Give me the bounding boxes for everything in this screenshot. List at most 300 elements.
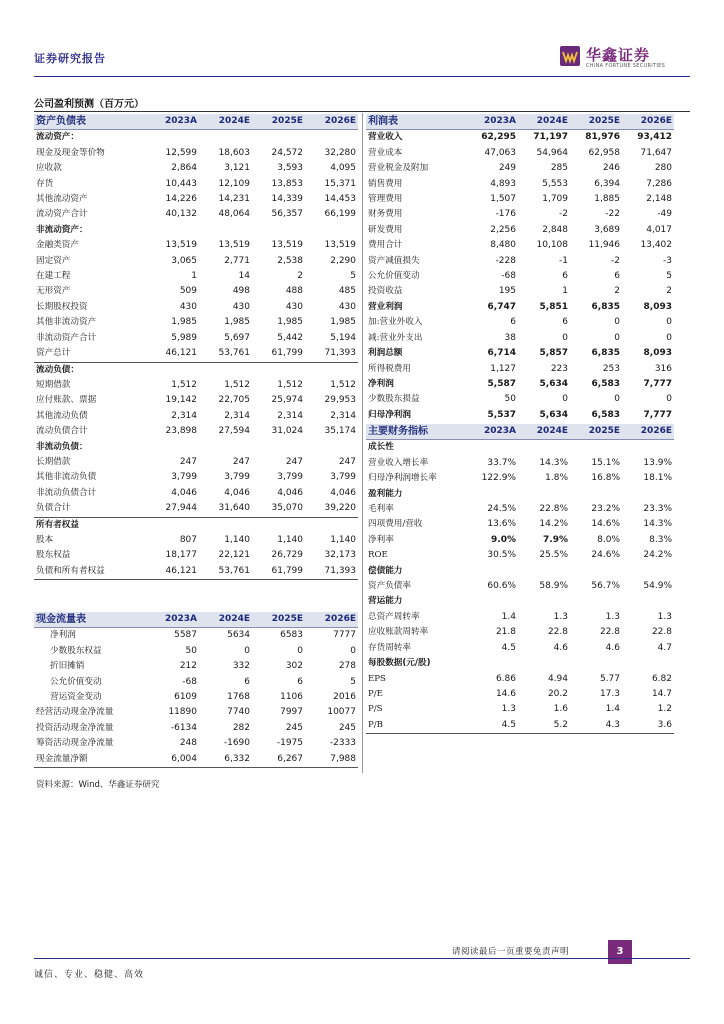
cell-value: 6583 [280,630,303,641]
table-row [34,736,358,751]
cell-value: 1.3 [605,611,620,622]
cell-value: 6 [510,317,516,328]
table-row [366,548,674,563]
cell-value: -6134 [170,722,197,733]
cell-value: 1,140 [330,534,356,545]
cell-value: 332 [232,661,250,672]
table-header-row [34,114,358,130]
table-row [34,533,358,548]
table-row [34,331,358,346]
cell-value: 8,093 [643,301,672,312]
cell-value: 13,853 [271,178,303,189]
cell-value: 2 [666,286,672,297]
table-row [34,238,358,253]
row-label: P/E [368,688,383,699]
table-row [366,408,674,423]
cell-value: 6 [297,676,303,687]
table-row [34,564,358,580]
cell-value: 1,512 [171,379,197,390]
cell-value: 56,357 [271,209,303,220]
cell-value: 6.82 [651,673,672,684]
table-row [34,269,358,284]
cell-value: 1,885 [594,194,620,205]
table-row [34,690,358,705]
page-number: 3 [608,940,632,964]
row-label: 金融类资产 [36,240,79,251]
cell-value: 8.3% [649,534,672,545]
cell-value: 2,864 [171,163,197,174]
cell-value: 40,132 [165,209,197,220]
row-label: 少数股东权益 [50,645,102,656]
cell-value: 4,095 [330,163,356,174]
cell-value: 1 [562,286,568,297]
cell-value: 0 [614,332,620,343]
cell-value [518,594,570,609]
cell-value: 246 [602,163,620,174]
cell-value: 3,799 [277,472,303,483]
cell-value: 18,603 [218,147,250,158]
cell-value: 2 [614,286,620,297]
cell-value: 5.2 [553,719,568,730]
row-label: 销售费用 [368,178,403,189]
cell-value: 6109 [174,692,197,703]
cell-value [466,487,518,502]
table-row [34,628,358,644]
cell-value: 9.0% [491,534,516,545]
cell-value: 29,953 [324,395,356,406]
cell-value: 23.3% [643,504,672,515]
cell-value: 5 [350,271,356,282]
cell-value: 26,729 [271,550,303,561]
logo-mark-icon [560,46,580,66]
row-label: 无形资产 [36,286,71,297]
row-label: 四项费用/营收 [368,519,423,530]
cell-value: 6,394 [594,178,620,189]
cell-value: 1 [191,271,197,282]
table-row [34,362,358,378]
cell-value: 5,194 [330,332,356,343]
cell-value [305,517,358,533]
cell-value [252,130,305,146]
cell-value: 6 [562,317,568,328]
cell-value [622,594,674,609]
cell-value: 1768 [227,692,250,703]
cell-value: 249 [498,163,516,174]
cell-value: 11890 [168,707,197,718]
cell-value: 7,286 [646,178,672,189]
cell-value: 5,634 [539,378,568,389]
cell-value: 6.86 [495,673,516,684]
row-label: 营运资金变动 [50,692,102,703]
cell-value: 223 [550,363,568,374]
row-label: 所得税费用 [368,363,411,374]
cell-value: 46,121 [165,348,197,359]
cell-value: 316 [654,363,672,374]
row-label: 其他流动资产 [36,194,88,205]
row-label: 应收账款周转率 [368,627,429,638]
table-row [366,177,674,192]
table-row [34,192,358,207]
cell-value: 4,046 [277,487,303,498]
row-label: 非流动资产合计 [36,332,97,343]
cell-value: 48,064 [218,209,250,220]
cell-value: 71,393 [324,565,356,576]
cell-value: 302 [285,661,303,672]
cell-value: 280 [654,163,672,174]
cell-value: 58.9% [539,581,568,592]
table-row [34,161,358,176]
table-row [366,594,674,609]
row-label: 现金及现金等价物 [36,147,105,158]
table-row [366,702,674,717]
cell-value: 22,121 [218,550,250,561]
cell-value: 2,314 [330,410,356,421]
cell-value: 39,220 [324,503,356,514]
table-header-row [34,612,358,628]
cell-value: 14,226 [165,194,197,205]
cell-value: 2,148 [646,194,672,205]
cell-value: 6 [244,676,250,687]
table-row [366,641,674,656]
table-row [34,223,358,238]
cell-value: 212 [179,661,197,672]
table-row [366,533,674,548]
row-label: 折旧摊销 [50,661,85,672]
table-row [34,130,358,146]
year-header: 2025E [570,114,622,130]
cell-value: 14.2% [539,519,568,530]
cell-value: 5,857 [539,348,568,359]
cell-value: 247 [232,456,250,467]
cell-value: 7,988 [330,753,356,764]
cell-value: 71,393 [324,348,356,359]
cell-value: 5 [666,271,672,282]
table-row [34,207,358,222]
cell-value [466,594,518,609]
row-label: 净利率 [368,534,394,545]
disclaimer-note: 请阅读最后一页重要免责声明 [452,947,570,957]
cell-value: 4,046 [171,487,197,498]
cell-value: 1,985 [277,317,303,328]
cell-value: 1.4 [501,611,516,622]
table-row [366,502,674,517]
table-row [34,440,358,455]
cell-value: 6,714 [487,348,516,359]
cell-value [518,440,570,456]
row-label: 研发费用 [368,224,403,235]
cell-value: 22.8 [651,627,672,638]
cell-value: 7777 [333,630,356,641]
row-label: 净利润 [368,378,394,389]
cell-value [199,440,252,455]
cell-value: 5,851 [539,301,568,312]
table-row [34,659,358,674]
cell-value: 46,121 [165,565,197,576]
table-row [366,377,674,392]
cell-value: 2,538 [277,255,303,266]
cell-value: 430 [338,301,356,312]
cell-value: 81,976 [585,132,620,143]
row-label: 长期股权投资 [36,301,88,312]
data-source-note: 资料来源：Wind、华鑫证券研究 [36,780,160,790]
table-row [34,315,358,330]
row-label: 其他流动负债 [36,410,88,421]
table-row [34,644,358,659]
cell-value: 32,280 [324,147,356,158]
row-label: 费用合计 [368,240,403,251]
cell-value: 6,583 [591,409,620,420]
row-label: 流动负债： [36,364,79,375]
row-label: 归母净利润增长率 [368,473,437,484]
row-label: 总资产周转率 [368,611,420,622]
row-label: 现金流量净额 [36,753,88,764]
table-row [366,362,674,377]
table-row [34,393,358,408]
cell-value [518,564,570,579]
year-header: 2024E [518,114,570,130]
table-row [366,687,674,702]
table-row [366,207,674,222]
cell-value: 2 [297,271,303,282]
cell-value: 17.3 [599,688,620,699]
row-label: 负债合计 [36,503,71,514]
cell-value [252,223,305,238]
cell-value [305,362,358,378]
row-label: 营运能力 [368,596,403,607]
cell-value: 3.6 [657,719,672,730]
cell-value: -176 [495,209,516,220]
cell-value [622,487,674,502]
row-label: 非流动负债： [36,441,88,452]
cell-value: 5 [350,676,356,687]
cell-value: 2,290 [330,255,356,266]
cell-value: 1.3 [553,611,568,622]
cell-value: 0 [350,645,356,656]
table-row [366,346,674,361]
cell-value: 0 [562,332,568,343]
row-label: 其他非流动资产 [36,317,97,328]
cell-value: 4.7 [657,642,672,653]
table-row [366,440,674,456]
cell-value: 430 [285,301,303,312]
cell-value: 498 [232,286,250,297]
year-header: 2026E [622,114,674,130]
row-label: ROE [368,550,388,561]
year-header: 2026E [305,612,358,628]
cell-value: 18.1% [643,473,672,484]
year-header: 2023A [146,612,199,628]
cell-value: 23,898 [165,426,197,437]
section-title: 公司盈利预测（百万元） [34,99,144,110]
table-row [366,656,674,671]
table-row [366,192,674,207]
cell-value: 0 [244,645,250,656]
cell-value: 14.6% [591,519,620,530]
table-row [366,269,674,284]
cell-value: -2 [611,255,620,266]
table-row [34,705,358,720]
cell-value: 7997 [280,707,303,718]
row-label: 毛利率 [368,504,394,515]
cell-value: 62,958 [588,147,620,158]
cell-value [466,656,518,671]
year-header: 2025E [570,424,622,440]
cell-value [146,130,199,146]
cell-value: 15,371 [324,178,356,189]
table-row [366,223,674,238]
row-label: 营业收入 [368,132,403,143]
cell-value: 2,256 [490,224,516,235]
cell-value: -228 [495,255,516,266]
cell-value: 0 [666,394,672,405]
cell-value [622,440,674,456]
cell-value: 53,761 [218,348,250,359]
cell-value: 47,063 [484,147,516,158]
cell-value: 0 [297,645,303,656]
cell-value: -49 [657,209,672,220]
cell-value: 247 [179,456,197,467]
cell-value: 1.6 [553,704,568,715]
cell-value: 66,199 [324,209,356,220]
table-title: 主要财务指标 [366,424,466,440]
table-row [34,486,358,501]
cell-value: 27,594 [218,426,250,437]
cell-value: 16.8% [591,473,620,484]
cell-value: 6 [562,271,568,282]
cell-value: 62,295 [481,132,516,143]
cell-value: 7,777 [643,409,672,420]
cell-value: 35,174 [324,426,356,437]
cell-value: 0 [614,317,620,328]
cell-value: 4,893 [490,178,516,189]
row-label: 公允价值变动 [50,676,102,687]
cell-value: 56.7% [591,581,620,592]
cell-value: 5.77 [599,673,620,684]
year-header: 2024E [199,612,252,628]
row-label: 流动资产： [36,132,79,143]
cell-value: 4,046 [330,487,356,498]
table-row [34,752,358,768]
cell-value: 71,197 [533,132,568,143]
cell-value: 245 [338,722,356,733]
cell-value: 5,587 [487,378,516,389]
cell-value: 93,412 [637,132,672,143]
cell-value [570,656,622,671]
cell-value: 1,127 [490,363,516,374]
cell-value: 7.9% [543,534,568,545]
table-title: 现金流量表 [34,612,146,628]
row-label: 非流动资产： [36,224,88,235]
table-row [366,564,674,579]
cell-value: 4.5 [501,719,516,730]
cell-value: 1,507 [490,194,516,205]
table-row [34,146,358,161]
cell-value: 2016 [333,692,356,703]
cell-value: 2,848 [542,224,568,235]
table-row [34,517,358,533]
cell-value: 430 [179,301,197,312]
cell-value: 488 [285,286,303,297]
cell-value: 13,519 [271,240,303,251]
cell-value: 1,985 [171,317,197,328]
cell-value: 6 [614,271,620,282]
row-label: 加:营业外收入 [368,317,423,328]
cell-value [518,487,570,502]
cell-value: 5634 [227,630,250,641]
cell-value: 8.0% [597,534,620,545]
row-label: 管理费用 [368,194,403,205]
logo-name-en: CHINA FORTUNE SECURITIES [586,63,666,69]
row-label: 非流动负债合计 [36,487,97,498]
cell-value: 54.9% [643,581,672,592]
row-label: EPS [368,673,386,684]
cell-value [252,362,305,378]
cell-value: -1 [559,255,568,266]
table-row [366,238,674,253]
cell-value: 14.3% [643,519,672,530]
cell-value: 247 [338,456,356,467]
cell-value [466,440,518,456]
row-label: 资产总计 [36,348,71,359]
cell-value: 30.5% [487,550,516,561]
cell-value [622,656,674,671]
cell-value: 7,777 [643,378,672,389]
row-label: 营业成本 [368,147,403,158]
table-row [366,579,674,594]
table-row [366,487,674,502]
cell-value [305,130,358,146]
table-row [366,392,674,407]
cell-value: 3,799 [330,472,356,483]
table-row [366,254,674,269]
table-row [34,721,358,736]
cell-value: 278 [338,661,356,672]
cell-value: 19,142 [165,395,197,406]
cell-value [199,517,252,533]
year-header: 2024E [199,114,252,130]
cell-value: 0 [614,394,620,405]
cell-value [570,594,622,609]
cell-value: -3 [663,255,672,266]
cell-value: -1975 [276,738,303,749]
table-row [366,331,674,346]
cell-value: 1,140 [224,534,250,545]
cell-value: 3,593 [277,163,303,174]
row-label: 应收款 [36,163,62,174]
cell-value: 13,519 [218,240,250,251]
cell-value: 10077 [327,707,356,718]
row-label: 减:营业外支出 [368,332,423,343]
cell-value: 5,537 [487,409,516,420]
cell-value: 2,314 [171,410,197,421]
logo-name-cn: 华鑫证券 [586,46,651,64]
cell-value: 35,070 [271,503,303,514]
cell-value: 20.2 [547,688,568,699]
cell-value: 10,443 [165,178,197,189]
row-label: 筹资活动现金净流量 [36,738,114,749]
row-label: 股东权益 [36,550,71,561]
cell-value [466,564,518,579]
table-row [34,378,358,393]
row-label: 财务费用 [368,209,403,220]
cell-value: 2,314 [277,410,303,421]
cell-value: 25,974 [271,395,303,406]
cell-value: 3,689 [594,224,620,235]
cell-value: 5587 [174,630,197,641]
cell-value: -2 [559,209,568,220]
cell-value: 24.2% [643,550,672,561]
year-header: 2025E [252,612,305,628]
